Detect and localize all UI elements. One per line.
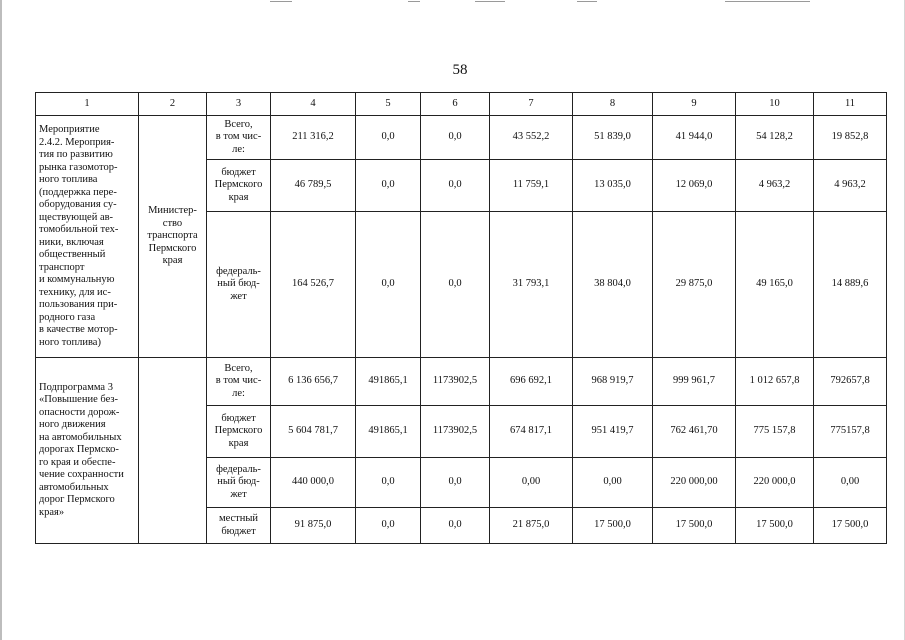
value-cell: 49 165,0 (736, 212, 814, 358)
subprogram-description: Подпрограмма 3 «Повышение без- опасности дорож- ного движения на автомобильных дорогах Пермско- го края и обеспе- чение сохранности автомобильных дорог Пермского края» (36, 358, 139, 544)
value-cell: 13 035,0 (573, 160, 653, 212)
value-cell: 51 839,0 (573, 116, 653, 160)
value-cell: 440 000,0 (271, 458, 356, 508)
value-cell: 762 461,70 (653, 406, 736, 458)
measure-description: Мероприятие 2.4.2. Мероприя- тия по развитию рынка газомотор- ного топлива (поддержка пере- оборудования су- ществующей ав- томобильной тех- ники, включая общественный транспорт и коммунальную технику, для ис- пользования при- родного газа в качестве мотор- ного топлива) (36, 116, 139, 358)
value-cell: 775 157,8 (736, 406, 814, 458)
table-row (36, 358, 887, 406)
source-cell: бюджет Пермского края (207, 160, 271, 212)
value-cell: 14 889,6 (814, 212, 887, 358)
value-cell: 968 919,7 (573, 358, 653, 406)
source-cell: местный бюджет (207, 508, 271, 544)
source-cell: федераль- ный бюд- жет (207, 212, 271, 358)
header-cell: 8 (573, 93, 653, 116)
header-cell: 4 (271, 93, 356, 116)
header-cell: 10 (736, 93, 814, 116)
value-cell: 12 069,0 (653, 160, 736, 212)
value-cell: 6 136 656,7 (271, 358, 356, 406)
value-cell: 38 804,0 (573, 212, 653, 358)
value-cell: 491865,1 (356, 358, 421, 406)
value-cell: 46 789,5 (271, 160, 356, 212)
header-cell: 7 (490, 93, 573, 116)
value-cell: 29 875,0 (653, 212, 736, 358)
value-cell: 0,00 (814, 458, 887, 508)
value-cell: 491865,1 (356, 406, 421, 458)
value-cell: 4 963,2 (736, 160, 814, 212)
source-cell: федераль- ный бюд- жет (207, 458, 271, 508)
value-cell: 1173902,5 (421, 358, 490, 406)
value-cell: 0,0 (421, 116, 490, 160)
header-cell: 11 (814, 93, 887, 116)
source-cell: бюджет Пермского края (207, 406, 271, 458)
header-cell: 6 (421, 93, 490, 116)
value-cell: 17 500,0 (653, 508, 736, 544)
value-cell: 0,0 (421, 458, 490, 508)
value-cell: 4 963,2 (814, 160, 887, 212)
value-cell: 0,0 (356, 160, 421, 212)
value-cell: 0,0 (356, 212, 421, 358)
value-cell: 21 875,0 (490, 508, 573, 544)
value-cell: 17 500,0 (736, 508, 814, 544)
budget-table (35, 92, 887, 544)
value-cell: 17 500,0 (814, 508, 887, 544)
table-row (36, 116, 887, 160)
value-cell: 220 000,0 (736, 458, 814, 508)
value-cell: 951 419,7 (573, 406, 653, 458)
value-cell: 792657,8 (814, 358, 887, 406)
value-cell: 43 552,2 (490, 116, 573, 160)
value-cell: 0,0 (421, 160, 490, 212)
value-cell: 91 875,0 (271, 508, 356, 544)
value-cell: 41 944,0 (653, 116, 736, 160)
value-cell: 0,00 (490, 458, 573, 508)
header-cell: 3 (207, 93, 271, 116)
value-cell: 31 793,1 (490, 212, 573, 358)
source-cell: Всего, в том чис- ле: (207, 116, 271, 160)
header-row (36, 93, 887, 116)
page-number: 58 (452, 62, 468, 78)
value-cell: 5 604 781,7 (271, 406, 356, 458)
value-cell: 164 526,7 (271, 212, 356, 358)
value-cell: 674 817,1 (490, 406, 573, 458)
value-cell: 220 000,00 (653, 458, 736, 508)
header-cell: 2 (139, 93, 207, 116)
executor-cell: Министер- ство транспорта Пермского края (139, 116, 207, 358)
value-cell: 696 692,1 (490, 358, 573, 406)
value-cell: 1 012 657,8 (736, 358, 814, 406)
scan-edge-left (0, 0, 2, 640)
source-cell: Всего, в том чис- ле: (207, 358, 271, 406)
header-cell: 9 (653, 93, 736, 116)
top-scan-marks (0, 0, 905, 6)
value-cell: 0,0 (356, 458, 421, 508)
header-cell: 1 (36, 93, 139, 116)
value-cell: 0,00 (573, 458, 653, 508)
value-cell: 17 500,0 (573, 508, 653, 544)
value-cell: 0,0 (421, 508, 490, 544)
value-cell: 11 759,1 (490, 160, 573, 212)
value-cell: 0,0 (356, 116, 421, 160)
value-cell: 1173902,5 (421, 406, 490, 458)
header-cell: 5 (356, 93, 421, 116)
value-cell: 999 961,7 (653, 358, 736, 406)
value-cell: 211 316,2 (271, 116, 356, 160)
value-cell: 19 852,8 (814, 116, 887, 160)
value-cell: 0,0 (421, 212, 490, 358)
value-cell: 54 128,2 (736, 116, 814, 160)
value-cell: 775157,8 (814, 406, 887, 458)
executor-cell (139, 358, 207, 544)
value-cell: 0,0 (356, 508, 421, 544)
